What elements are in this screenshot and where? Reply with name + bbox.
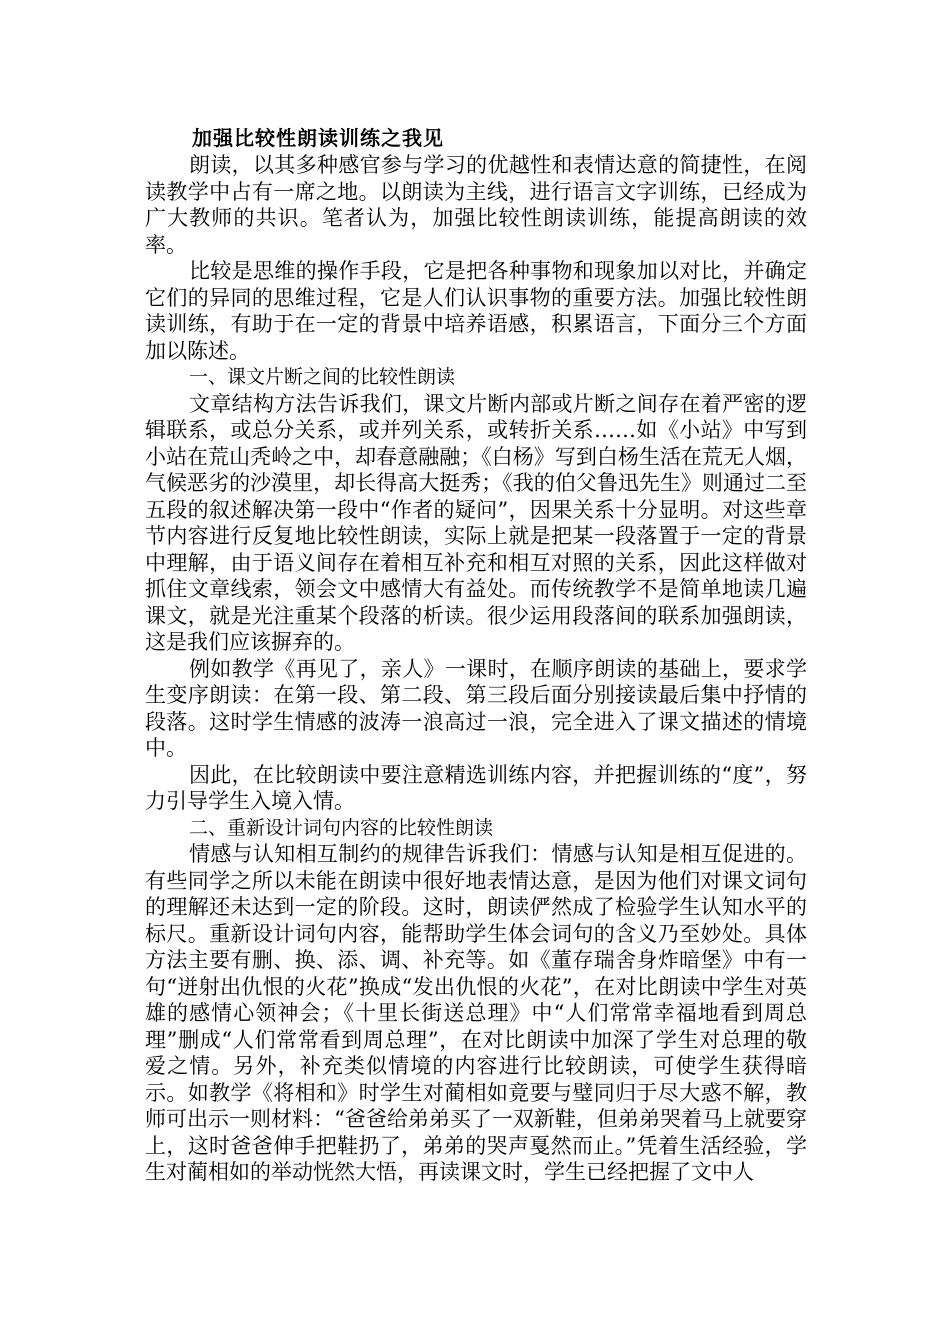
paragraph-intro: 朗读，以其多种感官参与学习的优越性和表情达意的简捷性，在阅读教学中占有一席之地。以朗读为主线，进行语言文字训练，已经成为广大教师的共识。笔者认为，加强比较性朗读训练，能提高朗读的效率。 — [145, 153, 807, 257]
paragraph-example: 例如教学《再见了，亲人》一课时，在顺序朗读的基础上，要求学生变序朗读：在第一段、第二段、第三段后面分别接读最后集中抒情的段落。这时学生情感的波涛一浪高过一浪，完全进入了课文描述的情境中。 — [145, 656, 807, 760]
document-title: 加强比较性朗读训练之我见 — [192, 126, 444, 150]
section-heading-1: 一、课文片断之间的比较性朗读 — [189, 366, 456, 388]
paragraph-words: 情感与认知相互制约的规律告诉我们：情感与认知是相互促进的。有些同学之所以未能在朗读中很好地表情达意，是因为他们对课文词句的理解还未达到一定的阶段。这时，朗读俨然成了检验学生认知水平的标尺。重新设计词句内容，能帮助学生体会词句的含义乃至妙处。具体方法主要有删、换、添、调、补充等。如《董存瑞舍身炸暗堡》中有一句“迸射出仇恨的火花”换成“发出仇恨的火花”，在对比朗读中学生对英雄的感情心领神会；《十里长街送总理》中“人们常常幸福地看到周总理”删成“人们常常看到周总理”，在对比朗读中加深了学生对总理的敬爱之情。另外，补充类似情境的内容进行比较朗读，可使学生获得暗示。如教学《将相和》时学生对蔺相如竟要与璧同归于尽大惑不解，教师可出示一则材料：“爸爸给弟弟买了一双新鞋，但弟弟哭着马上就要穿上，这时爸爸伸手把鞋扔了，弟弟的哭声戛然而止。”凭着生活经验，学生对蔺相如的举动恍然大悟，再读课文时，学生已经把握了文中人 — [145, 842, 807, 1184]
section-heading-2: 二、重新设计词句内容的比较性朗读 — [189, 816, 494, 839]
paragraph-structure: 文章结构方法告诉我们，课文片断内部或片断之间存在着严密的逻辑联系，或总分关系，或并列关系，或转折关系……如《小站》中写到小站在荒山秃岭之中，却春意融融；《白杨》写到白杨生活在荒无人烟，气候恶劣的沙漠里，却长得高大挺秀；《我的伯父鲁迅先生》则通过二至五段的叙述解决第一段中“作者的疑问”，因果关系十分显明。对这些章节内容进行反复地比较性朗读，实际上就是把某一段落置于一定的背景中理解，由于语义间存在着相互补充和相互对照的关系，因此这样做对抓住文章线索，领会文中感情大有益处。而传统教学不是简单地读几遍课文，就是光注重某个段落的析读。很少运用段落间的联系加强朗读，这是我们应该摒弃的。 — [145, 391, 807, 654]
document-page — [145, 126, 807, 1186]
paragraph-comparison: 比较是思维的操作手段，它是把各种事物和现象加以对比，并确定它们的异同的思维过程，它是人们认识事物的重要方法。加强比较性朗读训练，有助于在一定的背景中培养语感，积累语言，下面分三个方面加以陈述。 — [145, 259, 807, 363]
paragraph-conclusion: 因此，在比较朗读中要注意精选训练内容，并把握训练的“度”，努力引导学生入境入情。 — [145, 762, 807, 813]
